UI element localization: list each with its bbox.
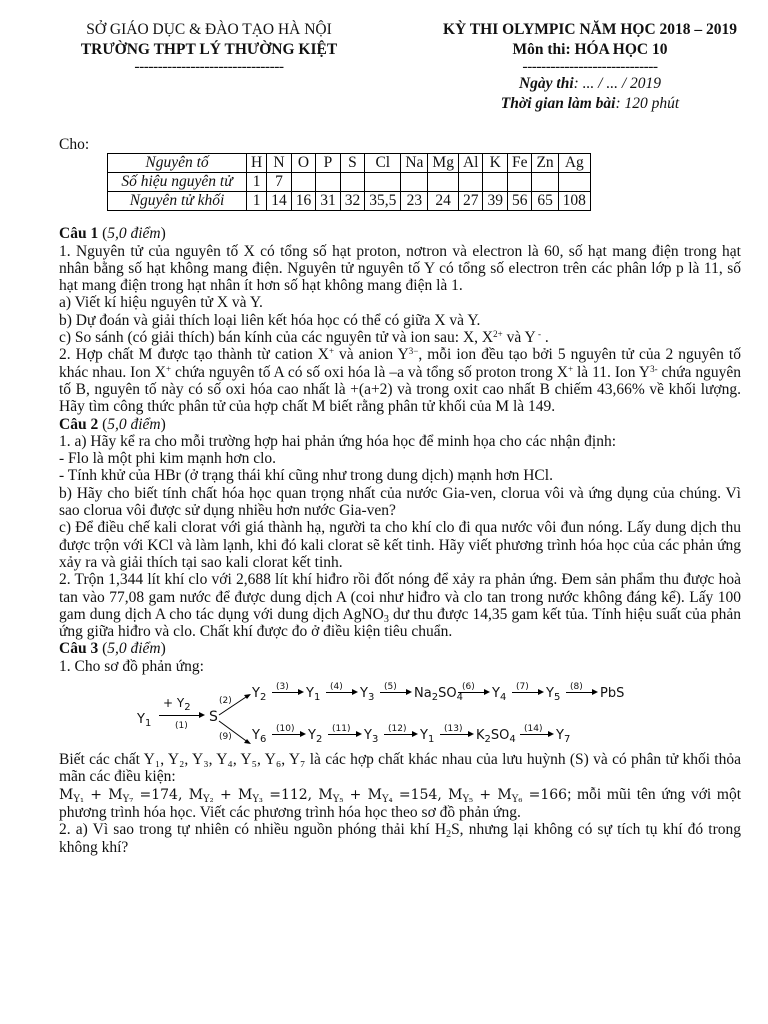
row-label: Nguyên tố xyxy=(108,154,247,173)
question-3-line: Biết các chất Y₁, Y₂, Y₃, Y₄, Y₅, Y₆, Y₇ là các hợp chất khác nhau của lưu huỳnh (S) và có phân tử khối thỏa mãn các điều kiện: xyxy=(59,751,741,786)
table-row xyxy=(108,173,591,192)
table-cell: Ag xyxy=(558,154,590,173)
table-cell xyxy=(401,173,428,192)
scheme-step: (9) xyxy=(219,732,232,743)
table-cell xyxy=(316,173,341,192)
reaction-scheme xyxy=(59,677,741,747)
row-label: Nguyên tử khối xyxy=(108,192,247,211)
scheme-step: (11) xyxy=(332,724,351,735)
scheme-compound: $Y_4$ xyxy=(492,686,507,704)
exam-duration: Thời gian làm bài: 120 phút xyxy=(500,95,680,112)
element-table xyxy=(107,153,591,211)
scheme-step: (7) xyxy=(516,682,529,693)
table-cell: 31 xyxy=(316,192,341,211)
table-cell xyxy=(532,173,558,192)
scheme-arrow xyxy=(159,715,203,716)
table-cell: Na xyxy=(401,154,428,173)
table-cell: 24 xyxy=(428,192,459,211)
question-1-b: b) Dự đoán và giải thích loại liên kết hóa học có thể có giữa X và Y. xyxy=(59,311,481,329)
table-cell: Zn xyxy=(532,154,558,173)
scheme-step: (3) xyxy=(276,682,289,693)
table-cell: S xyxy=(340,154,365,173)
table-cell xyxy=(558,173,590,192)
school-name: TRƯỜNG THPT LÝ THƯỜNG KIỆT xyxy=(80,41,338,58)
table-cell: O xyxy=(291,154,316,173)
exam-header xyxy=(59,20,741,122)
scheme-step: (10) xyxy=(276,724,295,735)
header-left xyxy=(59,20,359,74)
scheme-step: (1) xyxy=(175,721,188,732)
scheme-step: (5) xyxy=(384,682,397,693)
row-label: Số hiệu nguyên tử xyxy=(108,173,247,192)
scheme-compound: $Y_2$ xyxy=(308,728,323,746)
scheme-step: (12) xyxy=(388,724,407,735)
question-2-line: - Flo là một phi kim mạnh hơn clo. xyxy=(59,450,276,468)
table-cell: 32 xyxy=(340,192,365,211)
question-2-line: 1. a) Hãy kể ra cho mỗi trường hợp hai phản ứng hóa học để minh họa cho các nhận định: xyxy=(59,432,617,450)
question-3-heading: Câu 3 (5,0 điểm) xyxy=(59,640,166,658)
scheme-compound: $Y_7$ xyxy=(556,728,571,746)
question-1-part-2: 2. Hợp chất M được tạo thành từ cation X+ và anion $Y^{3-}$, mỗi ion đều tạo bởi 5 nguyên tử của 2 nguyên tố khác nhau. Ion X+ chứa nguyên tố A có số oxi hóa là –a và tổng số proton trong X+ là 11. Ion $Y^{3-}$ chứa nguyên tố B, nguyên tố này có số oxi hóa cao nhất là +(a+2) và trong oxit cao nhất B chiếm 43,66% về khối lượng. Hãy tìm công thức phân tử của hợp chất M biết rằng phân tử khối của M là 149. xyxy=(59,346,742,416)
question-1-heading: Câu 1 (5,0 điểm) xyxy=(59,225,166,243)
question-3-part-2: 2. a) Vì sao trong tự nhiên có nhiều nguồn phóng thải khí $H_2S$, nhưng lại không có sự tích tụ khí đó trong không khí? xyxy=(59,821,742,856)
scheme-compound: $Y_5$ xyxy=(546,686,561,704)
table-cell: N xyxy=(267,154,292,173)
table-cell: 23 xyxy=(401,192,428,211)
table-cell: 108 xyxy=(558,192,590,211)
scheme-step: (14) xyxy=(524,724,543,735)
table-cell: Cl xyxy=(365,154,401,173)
scheme-compound: PbS xyxy=(600,686,625,702)
question-3-line: 1. Cho sơ đồ phản ứng: xyxy=(59,657,204,675)
table-cell xyxy=(507,173,532,192)
scheme-s: S xyxy=(209,709,218,726)
table-cell xyxy=(340,173,365,192)
question-1-part-1: 1. Nguyên tử của nguyên tố X có tổng số hạt proton, nơtron và electron là 60, số hạt mang điện trong hạt nhân bằng số hạt không mang điện. Nguyên tử nguyên tố Y có tổng số electron trên các phân lớp p là 11, số hạt mang điện trong hạt nhân ít hơn số hạt không mang điện là 1. xyxy=(59,242,741,295)
scheme-plus-y2: + $Y_2$ xyxy=(163,696,191,714)
table-cell: 39 xyxy=(483,192,508,211)
exam-subject: Môn thi: HÓA HỌC 10 xyxy=(512,41,668,58)
scheme-compound: $K_2SO_4$ xyxy=(476,728,516,746)
scheme-y1: $Y_1$ xyxy=(137,712,152,730)
table-cell xyxy=(483,173,508,192)
scheme-step: (6) xyxy=(462,682,475,693)
question-2-line: c) Để điều chế kali clorat với giá thành hạ, người ta cho khí clo đi qua nước vôi đun nóng. Lấy dung dịch thu được trộn với KCl và làm lạnh, khi đó kali clorat sẽ kết tinh. Hãy viết phương trình hóa học của các phản ứng xảy ra và giải thích tại sao kali clorat kết tinh. xyxy=(59,519,741,571)
table-cell: 16 xyxy=(291,192,316,211)
table-cell xyxy=(365,173,401,192)
question-2-line: b) Hãy cho biết tính chất hóa học quan trọng nhất của nước Gia-ven, clorua vôi và ứng dụng của chúng. Vì sao clorua vôi được sử dụng nhiều hơn nước Gia-ven? xyxy=(59,484,741,520)
question-2-line: - Tính khử của HBr (ở trạng thái khí cũng như trong dung dịch) mạnh hơn HCl. xyxy=(59,467,553,485)
left-divider: -------------------------------- xyxy=(134,58,284,75)
scheme-compound: $Y_1$ xyxy=(306,686,321,704)
table-cell: K xyxy=(483,154,508,173)
table-cell: 56 xyxy=(507,192,532,211)
table-row xyxy=(108,192,591,211)
scheme-branch-arrows xyxy=(217,689,253,747)
scheme-compound: $Y_1$ xyxy=(420,728,435,746)
table-cell: P xyxy=(316,154,341,173)
table-cell: H xyxy=(247,154,267,173)
header-right xyxy=(439,20,741,114)
table-cell: 7 xyxy=(267,173,292,192)
table-row xyxy=(108,154,591,173)
scheme-compound: $Y_2$ xyxy=(252,686,267,704)
question-2-part-2: 2. Trộn 1,344 lít khí clo với 2,688 lít khí hiđro rồi đốt nóng để xảy ra phản ứng. Đem sản phẩm thu được hoà tan vào 77,08 gam nước để được dung dịch A (coi như hiđro và clo tan trong nước không đáng kể). Lấy 100 gam dung dịch A cho tác dụng với dung dịch AgNO$_3$ dư thu được 14,35 gam kết tủa. Tính hiệu suất của phản ứng giữa hiđro và clo. Chất khí được đo ở điều kiện tiêu chuẩn. xyxy=(59,571,742,641)
scheme-compound: $Y_3$ xyxy=(360,686,375,704)
right-divider: ----------------------------- xyxy=(522,58,658,75)
table-cell: Fe xyxy=(507,154,532,173)
exam-title: KỲ THI OLYMPIC NĂM HỌC 2018 – 2019 xyxy=(442,21,738,38)
exam-date: Ngày thi: ... / ... / 2019 xyxy=(518,75,662,92)
scheme-compound: $Y_6$ xyxy=(252,728,267,746)
scheme-compound: $Y_3$ xyxy=(364,728,379,746)
given-label: Cho: xyxy=(59,136,90,153)
table-cell: 35,5 xyxy=(365,192,401,211)
scheme-step: (13) xyxy=(444,724,463,735)
table-cell: 1 xyxy=(247,192,267,211)
question-1-c: c) So sánh (có giải thích) bán kính của các nguyên tử và ion sau: X, $X^{2+}$ và Y - . xyxy=(59,329,549,347)
scheme-step: (4) xyxy=(330,682,343,693)
scheme-step: (8) xyxy=(570,682,583,693)
table-cell xyxy=(291,173,316,192)
table-cell: Mg xyxy=(428,154,459,173)
table-cell: 14 xyxy=(267,192,292,211)
scheme-step: (2) xyxy=(219,696,232,707)
table-cell xyxy=(458,173,483,192)
question-1-a: a) Viết kí hiệu nguyên tử X và Y. xyxy=(59,294,263,312)
table-cell xyxy=(428,173,459,192)
table-cell: 65 xyxy=(532,192,558,211)
question-3-conditions: $M_{Y_1} + M_{Y_7} =174$, $M_{Y_2} + M_{Y_3} =112$, $M_{Y_5} + M_{Y_4} =154$, $M_{Y_5} + M_{Y_6} =166$; mỗi mũi tên ứng với một phương trình hóa học. Viết các phương trình hóa học theo sơ đồ phản ứng. xyxy=(59,785,742,821)
table-cell: Al xyxy=(458,154,483,173)
department-name: SỞ GIÁO DỤC & ĐÀO TẠO HÀ NỘI xyxy=(86,21,332,38)
exam-page xyxy=(59,20,741,856)
scheme-compound: $Na_2SO_4$ xyxy=(414,686,463,704)
table-cell: 27 xyxy=(458,192,483,211)
table-cell: 1 xyxy=(247,173,267,192)
question-2-heading: Câu 2 (5,0 điểm) xyxy=(59,415,166,433)
